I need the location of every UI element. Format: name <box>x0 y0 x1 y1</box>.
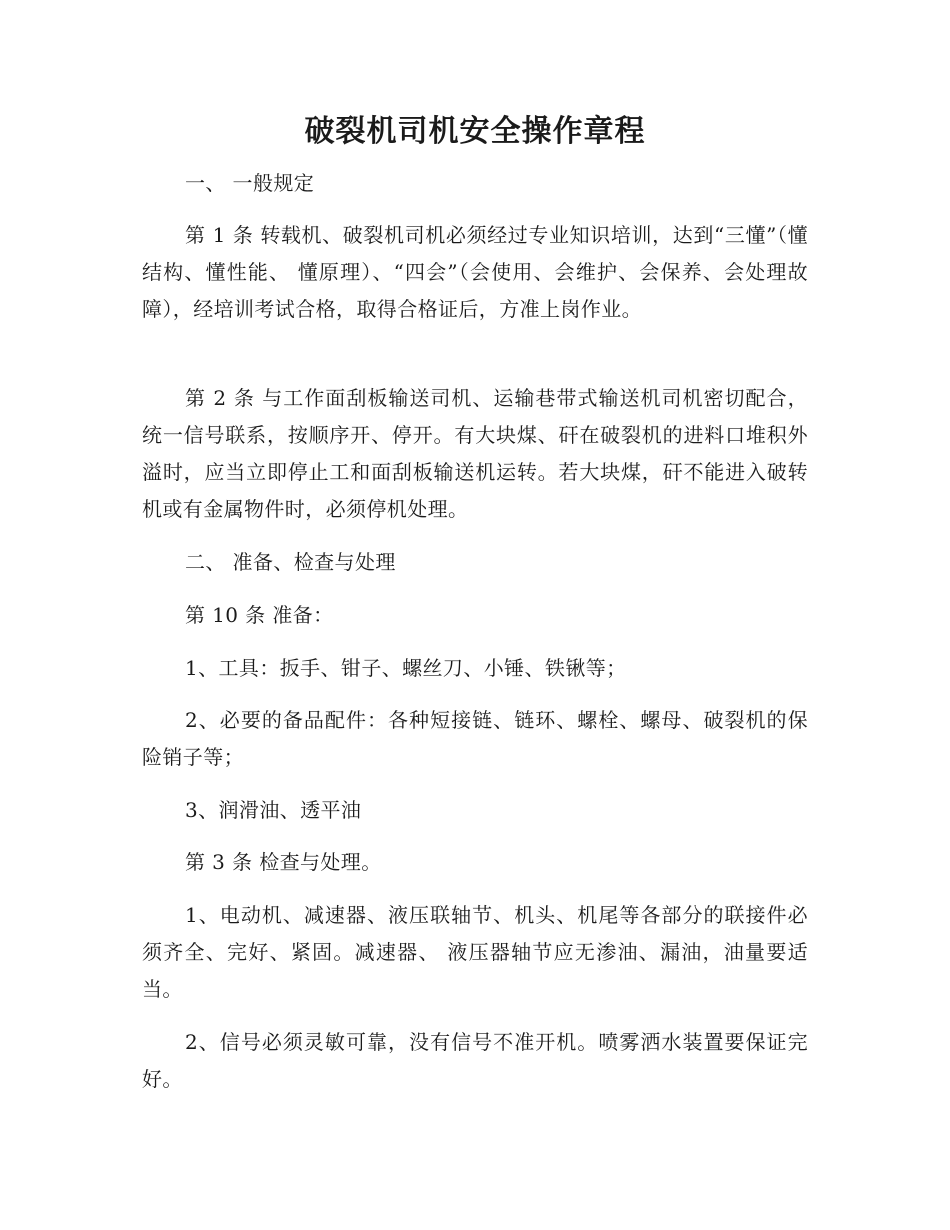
prep-item-spare-parts: 2、必要的备品配件：各种短接链、链环、螺栓、螺母、破裂机的保险销子等； <box>142 708 808 769</box>
check-item-connections: 1、电动机、减速器、液压联轴节、机头、机尾等各部分的联接件必须齐全、完好、紧固。减速器、 液压器轴节应无渗油、漏油，油量要适当。 <box>142 903 808 1001</box>
article-1-paragraph: 第 1 条 转载机、破裂机司机必须经过专业知识培训，达到“三懂”（懂结构、懂性能、 懂原理）、“四会”（会使用、会维护、会保养、会处理故障），经培训考试合格，取得合格证后，方准上岗作业。 <box>142 223 808 321</box>
document-title: 破裂机司机安全操作章程 <box>304 114 646 149</box>
article-10-heading: 第 10 条 准备： <box>185 603 334 627</box>
prep-item-oil: 3、润滑油、透平油 <box>185 798 362 822</box>
section-heading-general: 一、 一般规定 <box>185 171 315 195</box>
prep-item-tools: 1、工具：扳手、钳子、螺丝刀、小锤、铁锹等； <box>185 656 627 680</box>
check-item-signals: 2、信号必须灵敏可靠，没有信号不准开机。喷雾洒水装置要保证完好。 <box>142 1030 808 1091</box>
article-2-paragraph: 第 2 条 与工作面刮板输送司机、运输巷带式输送机司机密切配合，统一信号联系，按顺序开、停开。有大块煤、矸在破裂机的进料口堆积外溢时，应当立即停止工和面刮板输送机运转。若大块煤，矸不能进入破转机或有金属物件时，必须停机处理。 <box>142 386 808 521</box>
section-heading-preparation: 二、 准备、检查与处理 <box>185 550 396 574</box>
article-3-heading: 第 3 条 检查与处理。 <box>185 850 382 874</box>
